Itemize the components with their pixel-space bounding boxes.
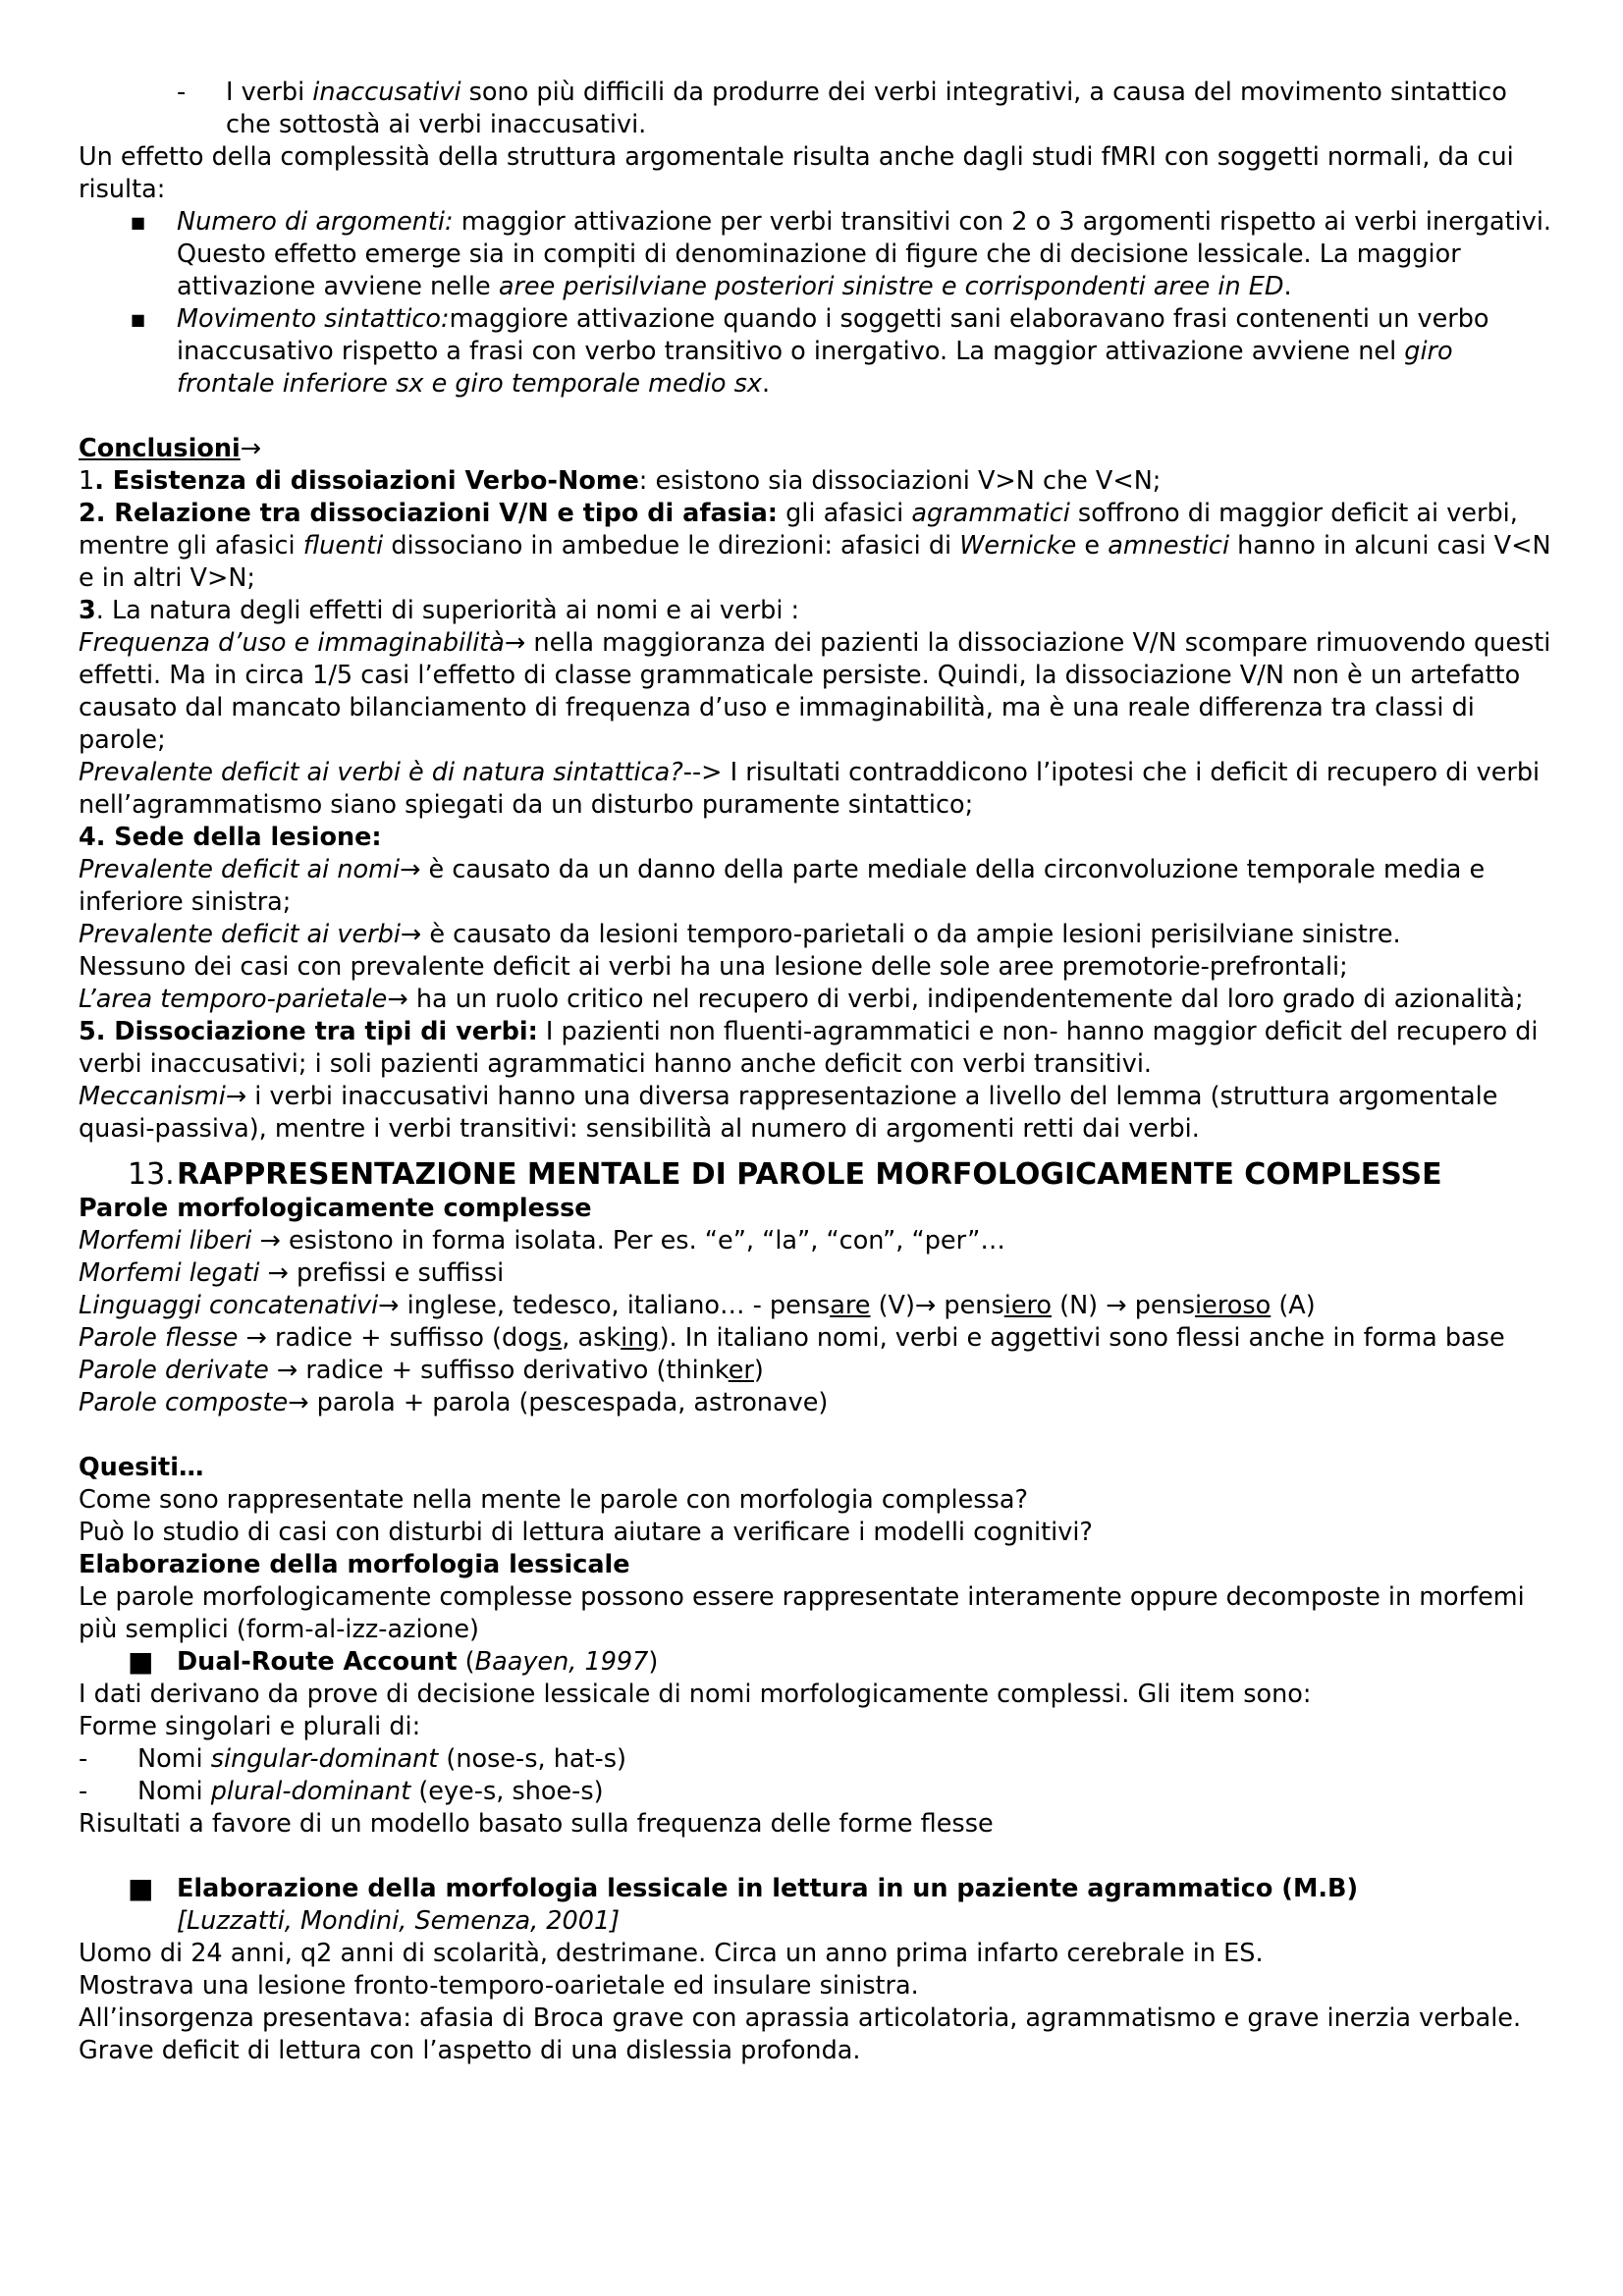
- text: i verbi inaccusativi hanno una diversa rappresentazione a livello del lemma (struttura argomentale quasi-passiva), mentre i verbi transitivi: sensibilità al numero di argomenti retti dai verbi.: [79, 1082, 1498, 1144]
- forme-text: Forme singolari e plurali di:: [79, 1712, 421, 1741]
- text-italic: Parole composte: [79, 1388, 289, 1417]
- text: .: [762, 369, 771, 399]
- quesiti-title: Quesiti…: [79, 1453, 204, 1482]
- text: ): [753, 1356, 764, 1385]
- text-italic: Prevalente deficit ai verbi è di natura sintattica?: [79, 758, 683, 787]
- case-heading: [79, 1873, 1551, 1905]
- pmc-title: Parole morfologicamente complesse: [79, 1194, 592, 1223]
- bullet-lead: Movimento sintattico:: [177, 304, 450, 334]
- text-bold: 3: [79, 596, 96, 625]
- morfemi-liberi: [79, 1225, 1551, 1257]
- text-italic: L’area temporo-parietale: [79, 985, 388, 1014]
- case-line: Uomo di 24 anni, q2 anni di scolarità, destrimane. Circa un anno prima infarto cerebrale in ES.: [79, 1939, 1264, 1968]
- elab-title: Elaborazione della morfologia lessicale: [79, 1550, 630, 1579]
- conclusion-4b: [79, 919, 1551, 951]
- text-italic: Morfemi liberi: [79, 1226, 252, 1255]
- text: . La natura degli effetti di superiorità ai nomi e ai verbi :: [95, 596, 800, 625]
- text-underline: s: [548, 1323, 563, 1353]
- text-italic: inaccusativi: [312, 78, 461, 107]
- text-bold: . Esistenza di dissoiazioni Verbo-Nome: [94, 466, 639, 496]
- arrow-icon: →: [240, 434, 262, 463]
- black-square-bullet-icon: ■: [128, 1645, 154, 1678]
- text-bold: Dual-Route Account: [177, 1647, 458, 1677]
- conclusion-4a: [79, 854, 1551, 919]
- text: (N): [1052, 1291, 1107, 1320]
- text: maggiore attivazione quando i soggetti sani elaboravano frasi contenenti un verbo inaccusativo rispetto a frasi con verbo transitivo o inergativo. La maggior attivazione avviene nel: [177, 304, 1489, 366]
- text: sono più difficili da produrre dei verbi integrativi, a causa del movimento sintattico che sottostà ai verbi inaccusativi.: [226, 78, 1507, 139]
- heading-text: Conclusioni: [79, 434, 241, 463]
- text-italic: fluenti: [302, 531, 384, 561]
- text-italic: singular-dominant: [210, 1744, 439, 1774]
- text: I pazienti non fluenti-agrammatici e non- hanno maggior deficit del recupero di verbi inaccusativi; i soli pazienti agrammatici hanno anche deficit con verbi transitivi.: [79, 1017, 1539, 1079]
- case-line: All’insorgenza presentava: afasia di Broca grave con aprassia articolatoria, agrammatismo e grave inerzia verbale. Grave deficit di lettura con l’aspetto di una dislessia profonda.: [79, 2003, 1522, 2065]
- arrow-icon: →: [1106, 1291, 1127, 1320]
- text: Nomi: [137, 1777, 211, 1806]
- text: esistono in forma isolata. Per es. “e”, “la”, “con”, “per”…: [280, 1226, 1005, 1255]
- document-page: [79, 77, 1551, 2067]
- text: (: [457, 1647, 475, 1677]
- morfemi-legati: [79, 1257, 1551, 1290]
- conclusion-3: [79, 595, 1551, 627]
- conclusion-4d: [79, 984, 1551, 1016]
- text-italic: Frequenza d’uso e immaginabilità: [79, 628, 505, 658]
- section-number: 13.: [128, 1157, 175, 1192]
- text-italic: amnestici: [1108, 531, 1230, 561]
- conclusion-4c: Nessuno dei casi con prevalente deficit ai verbi ha una lesione delle sole aree premotorie-prefrontali;: [79, 952, 1348, 982]
- case-line: Mostrava una lesione fronto-temporo-oarietale ed insulare sinistra.: [79, 1971, 919, 2001]
- dash-marker: -: [177, 78, 187, 107]
- square-bullet-icon: ■: [131, 310, 146, 329]
- arrow-icon: →: [914, 1291, 937, 1320]
- text: soffrono di maggior deficit ai verbi, mentre gli afasici: [79, 499, 1518, 561]
- text-italic: Linguaggi concatenativi: [79, 1291, 379, 1320]
- text: ). In italiano nomi, verbi e aggettivi sono flessi anche in forma base: [659, 1323, 1505, 1353]
- parole-composte: [79, 1387, 1551, 1419]
- arrow-icon: →: [251, 1226, 281, 1255]
- text-bold: Elaborazione della morfologia lessicale in lettura in un paziente agrammatico (M.B): [177, 1874, 1359, 1903]
- conclusion-5: [79, 1016, 1551, 1081]
- arrow-icon: →: [268, 1356, 298, 1385]
- text: Nomi: [137, 1744, 211, 1774]
- text: (eye-s, shoe-s): [410, 1777, 604, 1806]
- arrow-icon: →: [259, 1258, 289, 1288]
- conclusion-2: [79, 498, 1551, 595]
- text: hanno in alcuni casi V<N e in altri V>N;: [79, 531, 1551, 593]
- text: inglese, tedesco, italiano… - pens: [399, 1291, 831, 1320]
- square-bullet-icon: ■: [131, 213, 146, 232]
- text-italic: Meccanismi: [79, 1082, 226, 1111]
- text: dissociano in ambedue le direzioni: afasici di: [383, 531, 960, 561]
- text: pens: [936, 1291, 1004, 1320]
- text-bold: 2. Relazione tra dissociazioni V/N e tipo di afasia:: [79, 499, 778, 528]
- arrow-icon: →: [387, 985, 408, 1014]
- dash-marker: -: [79, 1744, 88, 1774]
- conclusion-3b: [79, 757, 1551, 822]
- conclusion-1: [79, 465, 1551, 498]
- section-heading: [79, 1157, 1551, 1193]
- text-italic: Prevalente deficit ai verbi: [79, 920, 401, 949]
- parole-flesse: [79, 1322, 1551, 1355]
- text: prefissi e suffissi: [288, 1258, 505, 1288]
- text-bold: 5. Dissociazione tra tipi di verbi:: [79, 1017, 538, 1046]
- text: (nose-s, hat-s): [438, 1744, 626, 1774]
- intro-dash-item: [79, 77, 1551, 141]
- dash-marker: -: [79, 1777, 88, 1806]
- text: --> I risultati contraddicono l’ipotesi che i deficit di recupero di verbi nell’agrammatismo siano spiegati da un disturbo puramente sintattico;: [79, 758, 1541, 820]
- text: (A): [1271, 1291, 1316, 1320]
- text: radice + suffisso (dog: [266, 1323, 549, 1353]
- arrow-icon: →: [378, 1291, 400, 1320]
- case-reference: [Luzzatti, Mondini, Semenza, 2001]: [177, 1906, 621, 1936]
- text-underline: are: [830, 1291, 871, 1320]
- quesito: Come sono rappresentate nella mente le parole con morfologia complessa?: [79, 1485, 1029, 1515]
- text-italic: Wernicke: [959, 531, 1077, 561]
- text: e: [1076, 531, 1109, 561]
- text-underline: er: [728, 1356, 754, 1385]
- dual-route-heading: [79, 1646, 1551, 1679]
- text-italic: plural-dominant: [210, 1777, 411, 1806]
- conclusion-5a: [79, 1081, 1551, 1146]
- quesito: Può lo studio di casi con disturbi di lettura aiutare a verificare i modelli cognitivi?: [79, 1518, 1093, 1547]
- elab-text: Le parole morfologicamente complesse possono essere rappresentate interamente oppure decomposte in morfemi più semplici (form-al-izz-azione): [79, 1582, 1525, 1644]
- text: ha un ruolo critico nel recupero di verbi, indipendentemente dal loro grado di azionalità;: [407, 985, 1524, 1014]
- text-italic: Morfemi legati: [79, 1258, 260, 1288]
- bullet-item: [79, 206, 1551, 303]
- arrow-icon: →: [288, 1388, 309, 1417]
- arrow-icon: →: [400, 855, 421, 884]
- arrow-icon: →: [238, 1323, 267, 1353]
- arrow-icon: →: [400, 920, 422, 949]
- text: , ask: [562, 1323, 622, 1353]
- text: : esistono sia dissociazioni V>N che V<N;: [638, 466, 1162, 496]
- text: I verbi: [226, 78, 313, 107]
- text-italic: giro frontale inferiore sx e giro temporale medio sx: [177, 337, 1453, 399]
- text-italic: aree perisilviane posteriori sinistre e corrispondenti aree in ED: [498, 272, 1284, 301]
- text: .: [1283, 272, 1292, 301]
- text: è causato da lesioni temporo-parietali o da ampie lesioni perisilviane sinistre.: [421, 920, 1401, 949]
- text-italic: agrammatici: [911, 499, 1070, 528]
- black-square-bullet-icon: ■: [128, 1872, 154, 1904]
- text-italic: Parole flesse: [79, 1323, 239, 1353]
- parole-derivate: [79, 1355, 1551, 1387]
- conclusion-3a: [79, 627, 1551, 757]
- nomi-item: [79, 1743, 1551, 1776]
- text-italic: Prevalente deficit ai nomi: [79, 855, 401, 884]
- section-title: RAPPRESENTAZIONE MENTALE DI PAROLE MORFOLOGICAMENTE COMPLESSE: [177, 1157, 1442, 1192]
- text-italic: Baayen, 1997: [474, 1647, 649, 1677]
- text: ): [648, 1647, 659, 1677]
- linguaggi-concatenativi: [79, 1290, 1551, 1322]
- text: pens: [1126, 1291, 1196, 1320]
- text: gli afasici: [778, 499, 912, 528]
- text: radice + suffisso derivativo (think: [298, 1356, 729, 1385]
- text-underline: ing: [621, 1323, 660, 1353]
- arrow-icon: →: [504, 628, 526, 658]
- text: parola + parola (pescespada, astronave): [308, 1388, 829, 1417]
- nomi-item: [79, 1776, 1551, 1808]
- conclusion-4: [79, 822, 1551, 854]
- text-underline: ieroso: [1195, 1291, 1271, 1320]
- bullet-item: [79, 303, 1551, 400]
- arrow-icon: →: [225, 1082, 247, 1111]
- dual-text: I dati derivano da prove di decisione lessicale di nomi morfologicamente complessi. Gli item sono:: [79, 1680, 1312, 1709]
- bullet-lead: Numero di argomenti:: [177, 207, 454, 237]
- conclusioni-heading: [79, 433, 1551, 465]
- text-bold: 4. Sede della lesione:: [79, 823, 382, 852]
- fmri-intro: Un effetto della complessità della struttura argomentale risulta anche dagli studi fMRI con soggetti normali, da cui risulta:: [79, 142, 1514, 204]
- text: è causato da un danno della parte mediale della circonvoluzione temporale media e inferiore sinistra;: [79, 855, 1486, 917]
- text: nella maggioranza dei pazienti la dissociazione V/N scompare rimuovendo questi effetti. Ma in circa 1/5 casi l’effetto di classe grammaticale persiste. Quindi, la dissociazione V/N non è un artefatto causato dal mancato bilanciamento di frequenza d’uso e immaginabilità, ma è una reale differenza tra classi di parole;: [79, 628, 1551, 755]
- text-italic: Parole derivate: [79, 1356, 269, 1385]
- text: (V): [870, 1291, 915, 1320]
- text: 1: [79, 466, 95, 496]
- text-underline: iero: [1003, 1291, 1053, 1320]
- text: maggior attivazione per verbi transitivi con 2 o 3 argomenti rispetto ai verbi inergativi. Questo effetto emerge sia in compiti di denominazione di figure che di decisione lessicale. La maggior attivazione avviene nelle: [177, 207, 1552, 301]
- risultati-text: Risultati a favore di un modello basato sulla frequenza delle forme flesse: [79, 1809, 994, 1839]
